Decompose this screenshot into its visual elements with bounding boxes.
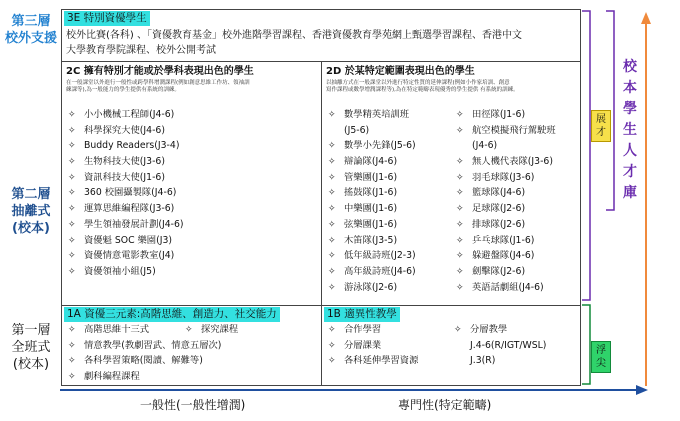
list-item-label: 弦樂團(J1-6) (344, 218, 398, 230)
tier2-line1: 第二層 (11, 187, 51, 202)
diamond-bullet-icon: ✧ (68, 219, 76, 230)
diamond-bullet-icon: ✧ (68, 110, 76, 120)
section-1b-tag: 1B 適異性教學 (324, 307, 400, 322)
section-2c-title: 2C 擁有特別才能或於學科表現出色的學生 (66, 66, 254, 77)
list-item (68, 201, 184, 217)
list-item-label: 生物科技大使(J3-6) (84, 156, 165, 168)
section-2c-list (68, 107, 184, 280)
diamond-bullet-icon: ✧ (68, 372, 76, 383)
school-based-talent-pool-label: 校 本 學 生 人 才 庫 (623, 59, 637, 201)
list-item (68, 353, 238, 369)
section-2d-title: 2D 於某特定範圍表現出色的學生 (326, 66, 475, 77)
list-item (328, 217, 416, 233)
gifted-label: 展 才 (591, 110, 611, 142)
diamond-bullet-icon: ✧ (456, 266, 464, 277)
tier2-label (2, 186, 60, 237)
tier3-line1: 第三層 (11, 14, 51, 29)
section-1a-item-a1: 高階思維十三式 (84, 324, 150, 335)
list-item-label: 資優情意電影教室(J4) (84, 250, 175, 262)
list-item-label: 資優領袖小組(J5) (84, 265, 156, 277)
section-1b-item-left: 合作學習 (344, 324, 382, 335)
list-item (328, 248, 416, 264)
section-3e-text (66, 28, 578, 58)
list-item-label: 排球隊(J2-6) (472, 218, 526, 230)
list-item (68, 138, 184, 154)
diamond-bullet-icon: ✧ (456, 157, 464, 168)
diamond-bullet-icon: ✧ (328, 340, 336, 351)
diamond-bullet-icon: ✧ (68, 251, 76, 262)
tier1-line1: 第一層 (11, 323, 51, 338)
list-item-label: 科學探究大使(J4-6) (84, 124, 165, 136)
section-1b-list (328, 322, 546, 369)
tier2-line3: (校本) (12, 221, 50, 236)
section-3e-line1: 校外比賽(各科) 、「資優教育基金」校外進階學習課程、香港資優教育學苑網上甄選學習課程、香港中文 (66, 30, 522, 41)
up-arrow-icon (641, 12, 651, 24)
list-item-label: 無人機代表隊(J3-6) (472, 156, 553, 168)
list-item (68, 185, 184, 201)
diamond-bullet-icon: ✧ (456, 125, 464, 136)
list-item-label: 運算思維編程隊(J3-6) (84, 203, 175, 215)
section-1a-item: 各科學習策略(閱讀、解難等) (84, 355, 203, 367)
list-item-label: 資訊科技大使(J1-6) (84, 171, 165, 183)
list-item-label: 管樂團(J1-6) (344, 171, 398, 183)
list-item (456, 201, 556, 217)
list-item (456, 233, 556, 249)
list-item-label: 游泳隊(J2-6) (344, 281, 398, 293)
diamond-bullet-icon: ✧ (328, 325, 336, 335)
list-item (456, 248, 556, 264)
diamond-bullet-icon: ✧ (68, 157, 76, 168)
diamond-bullet-icon: ✧ (68, 125, 76, 136)
diamond-bullet-icon: ✧ (328, 235, 336, 246)
list-item (456, 154, 556, 170)
right-arrow-icon (636, 385, 648, 395)
diamond-bullet-icon: ✧ (68, 204, 76, 215)
diamond-bullet-icon: ✧ (328, 172, 336, 183)
x-axis-right-label: 專門性(特定範疇) (398, 398, 492, 412)
list-item (328, 154, 416, 170)
diamond-bullet-icon: ✧ (328, 141, 336, 152)
list-item (68, 338, 238, 354)
list-item (328, 138, 416, 154)
section-1b-item-left: 分層課業 (344, 339, 382, 351)
diamond-bullet-icon: ✧ (68, 325, 76, 335)
list-item (456, 170, 556, 186)
diamond-bullet-icon: ✧ (185, 325, 193, 335)
list-item-label: 木笛隊(J3-5) (344, 234, 398, 246)
section-2d-list-left (328, 107, 416, 295)
list-item (68, 233, 184, 249)
list-item (68, 170, 184, 186)
list-item-label: 足球隊(J2-6) (472, 203, 526, 215)
list-item (328, 123, 416, 139)
diamond-bullet-icon: ✧ (456, 251, 464, 262)
list-item (328, 185, 416, 201)
list-item (328, 338, 546, 354)
list-item-label: 學生領袖發展計劃(J4-6) (84, 218, 184, 230)
diamond-bullet-icon: ✧ (456, 110, 464, 120)
emerging-bracket (582, 305, 590, 384)
diamond-bullet-icon: ✧ (68, 235, 76, 246)
emerging-label: 浮 尖 (591, 341, 611, 373)
list-item (328, 280, 416, 296)
list-item (68, 264, 184, 280)
diamond-bullet-icon: ✧ (328, 251, 336, 262)
list-item (68, 369, 238, 385)
diamond-bullet-icon: ✧ (68, 141, 76, 152)
list-item (68, 123, 184, 139)
list-item-label: 乒乓球隊(J1-6) (472, 234, 535, 246)
tier2-line2: 抽離式 (11, 204, 51, 219)
section-3e-line2: 大學教育學院課程、校外公開考試 (66, 45, 216, 56)
list-item-label: 英語話劇組(J4-6) (472, 281, 544, 293)
divider-vertical (321, 61, 322, 386)
tier1-line2: 全班式 (11, 340, 51, 355)
list-item-label: 搖鼓隊(J1-6) (344, 187, 398, 199)
diamond-bullet-icon: ✧ (328, 356, 336, 367)
section-1a-tag: 1A 資優三元素:高階思維、創造力、社交能力 (64, 307, 280, 322)
list-item (328, 264, 416, 280)
list-item-label: 籃球隊(J4-6) (472, 187, 526, 199)
list-item (68, 154, 184, 170)
diamond-bullet-icon: ✧ (456, 204, 464, 215)
list-item-label: 田徑隊(J1-6) (472, 109, 526, 120)
list-item-label: 航空模擬飛行駕駛班 (472, 124, 556, 136)
list-item-label: (J4-6) (472, 140, 498, 152)
section-2c-sub-line2: 練課等),為一般能力的學生提供有系統的訓練。 (66, 87, 180, 93)
list-item (328, 201, 416, 217)
diamond-bullet-icon: ✧ (328, 219, 336, 230)
section-2d-sub-line2: 寫作課程或數學增潤課程等),為在特定範疇表現優秀的學生提供 有系統的訓練。 (326, 87, 519, 93)
list-item (328, 322, 546, 338)
diamond-bullet-icon: ✧ (456, 235, 464, 246)
section-1a-list (68, 322, 238, 385)
list-item-label: 低年級詩班(J2-3) (344, 250, 416, 262)
list-item (456, 217, 556, 233)
diamond-bullet-icon: ✧ (328, 204, 336, 215)
list-item (68, 107, 184, 123)
list-item (456, 138, 556, 154)
list-item-label: (J5-6) (344, 124, 370, 136)
diamond-bullet-icon: ✧ (454, 325, 462, 335)
tier1-label (2, 322, 60, 373)
diamond-bullet-icon: ✧ (456, 188, 464, 199)
list-item (328, 170, 416, 186)
section-1b-item-left: 各科延伸學習資源 (344, 355, 419, 367)
list-item (456, 185, 556, 201)
list-item-label: 高年級詩班(J4-6) (344, 265, 416, 277)
diamond-bullet-icon: ✧ (68, 188, 76, 199)
diamond-bullet-icon: ✧ (328, 188, 336, 199)
list-item (456, 264, 556, 280)
section-2d-list-right (456, 107, 556, 295)
list-item (68, 248, 184, 264)
diamond-bullet-icon: ✧ (68, 356, 76, 367)
list-item-label: 劍擊隊(J2-6) (472, 265, 526, 277)
section-2d-sub-line1: 以抽離方式在一般課堂以外進行特定性質的延伸課程(例如小作家培訓、創意 (326, 80, 510, 86)
list-item (456, 123, 556, 139)
diamond-bullet-icon: ✧ (328, 110, 336, 120)
diamond-bullet-icon: ✧ (68, 172, 76, 183)
list-item (328, 353, 546, 369)
list-item (328, 233, 416, 249)
list-item-label: 360 校園攝製隊(J4-6) (84, 187, 177, 199)
section-1b-item-right: J.4-6(R/IGT/WSL) (470, 339, 547, 351)
diamond-bullet-icon: ✧ (456, 282, 464, 293)
list-item (328, 107, 416, 123)
tier3-line2: 校外支援 (4, 31, 57, 46)
diamond-bullet-icon: ✧ (456, 172, 464, 183)
list-item-label: 小小機械工程師(J4-6) (84, 109, 175, 120)
list-item-label: 辯論隊(J4-6) (344, 156, 398, 168)
section-2c-sub-line1: 在一般課堂以外進行一般性或跨學科增潤課程(例如創意思維工作坊、領袖訓 (66, 80, 250, 86)
diamond-bullet-icon: ✧ (328, 157, 336, 168)
diamond-bullet-icon: ✧ (68, 266, 76, 277)
list-item-label: 資優魁 SOC 樂園(J3) (84, 234, 173, 246)
diamond-bullet-icon: ✧ (328, 282, 336, 293)
section-3e-tag: 3E 特別資優學生 (64, 11, 150, 26)
list-item-label: 中樂團(J1-6) (344, 203, 398, 215)
section-1a-item-a2: 探究課程 (201, 324, 239, 335)
section-2d-subtitle (326, 80, 578, 94)
list-item (456, 280, 556, 296)
list-item-label: Buddy Readers(J3-4) (84, 140, 180, 152)
section-1b-item-right: J.3(R) (470, 355, 496, 367)
section-1b-item-right: 分層教學 (470, 324, 508, 335)
gifted-bracket (582, 11, 590, 300)
list-item-label: 羽毛球隊(J3-6) (472, 171, 535, 183)
x-axis-left-label: 一般性(一般性增潤) (140, 398, 246, 412)
tier3-label (2, 13, 60, 47)
diamond-bullet-icon: ✧ (456, 219, 464, 230)
list-item (68, 322, 238, 338)
list-item-label: 數學小先鋒(J5-6) (344, 140, 416, 152)
diamond-bullet-icon: ✧ (328, 266, 336, 277)
diamond-bullet-icon: ✧ (68, 340, 76, 351)
section-1a-item: 劇科編程課程 (84, 371, 140, 383)
list-item (456, 107, 556, 123)
list-item (68, 217, 184, 233)
list-item-label: 數學精英培訓班 (344, 109, 410, 120)
list-item-label: 躲避盤隊(J4-6) (472, 250, 535, 262)
section-1a-item: 情意教學(教劇習武、情意五層次) (84, 339, 222, 351)
tier1-line3: (校本) (12, 357, 50, 372)
section-2c-subtitle (66, 80, 318, 94)
